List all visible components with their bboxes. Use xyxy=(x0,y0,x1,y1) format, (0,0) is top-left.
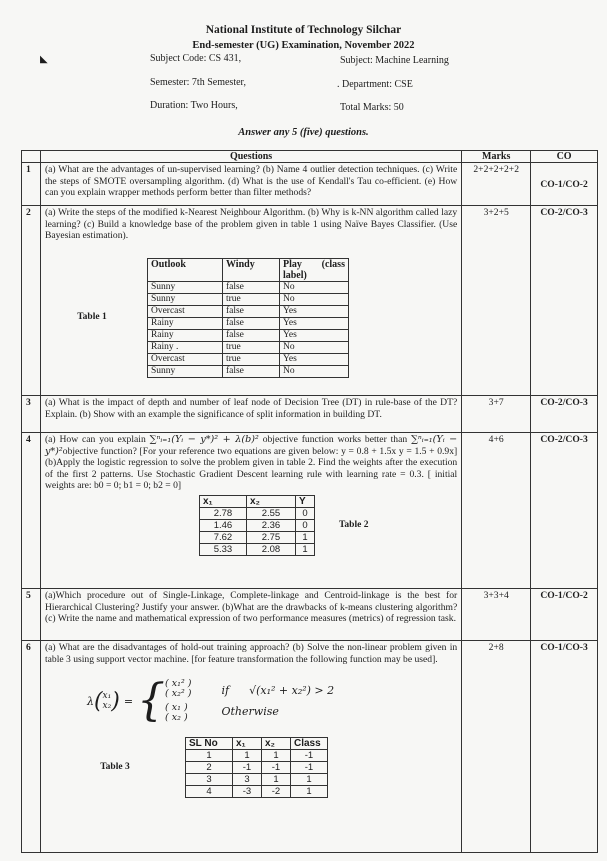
cell: Sunny xyxy=(147,365,222,377)
marks: 3+7 xyxy=(462,396,531,433)
cell: Overcast xyxy=(147,305,222,317)
table-row xyxy=(199,520,314,532)
co: CO-1/CO-3 xyxy=(531,641,598,853)
cell: Overcast xyxy=(147,353,222,365)
cell: -1 xyxy=(290,750,327,762)
cell: No xyxy=(279,281,348,293)
column-header: x₁ xyxy=(199,496,246,508)
arrow-mark-icon: ◣ xyxy=(40,54,48,65)
cell: 2.55 xyxy=(246,508,295,520)
column-header: Outlook xyxy=(147,258,222,281)
co: CO-2/CO-3 xyxy=(531,433,598,589)
cell: 4 xyxy=(185,786,232,798)
column-header: x₁ xyxy=(232,738,261,750)
cell: No xyxy=(279,365,348,377)
cell: 1 xyxy=(261,750,290,762)
column-header: x₂ xyxy=(261,738,290,750)
question-row: 2 (a) Write the steps of the modified k-Nearest Neighbour Algorithm. (b) Why is k-NN algorithm called lazy learning? (c) Build a knowledge base of the problem given in table 1 using Naïve Bayes Classifier. (Use Bayesian estimation). Table 1 Outlook Windy Play (class label) Sunny false No Sunny true No Overcast false Yes Rainy false Yes Rainy false Yes Rainy . true No Overcast true Yes Sunny false No 3+2+5 CO-2/CO-3 xyxy=(22,206,598,396)
column-header: Class xyxy=(290,738,327,750)
cell: false xyxy=(222,281,279,293)
cell: Sunny xyxy=(147,281,222,293)
table-row xyxy=(147,341,348,353)
column-header: Windy xyxy=(222,258,279,281)
cell: 7.62 xyxy=(199,532,246,544)
cell: Yes xyxy=(279,353,348,365)
column-header: x₂ xyxy=(246,496,295,508)
table-row xyxy=(199,544,314,556)
table-row xyxy=(185,786,327,798)
table-1 xyxy=(147,258,349,378)
column-header: Play (class label) xyxy=(279,258,348,281)
cell: true xyxy=(222,353,279,365)
question-row: 3 (a) What is the impact of depth and number of leaf node of Decision Tree (DT) in rule-base of the DT? Explain. (b) Show with an example the significance of split information in building DT. 3+7 CO-2/CO-3 xyxy=(22,396,598,433)
table-2 xyxy=(199,495,315,556)
question-text: (a)Which procedure out of Single-Linkage, Complete-linkage and Centroid-linkage is the best for Hierarchical Clustering? Justify your answer. (b)What are the drawbacks of k-means clustering algorithm? (c) Write the name and mathematical expression of two performance measures (metrics) of regression task. xyxy=(40,589,461,641)
questions-header: Questions xyxy=(40,151,461,163)
otherwise-label: Otherwise xyxy=(221,705,279,719)
transformation-function: λ ( x₁ x₂ ) = { ( x₁² ) ( x₂² ) ( x₁ ) ( x₂ ) if √(x₁² + x₂²) > 2 Otherwise xyxy=(86,675,335,727)
table-row xyxy=(147,353,348,365)
formula-plain: ∑ⁿᵢ₌₁(Yᵢ − y*)² xyxy=(44,434,458,457)
question-row: 1 (a) What are the advantages of un-supervised learning? (b) Name 4 outlier detection techniques. (c) Write the steps of SMOTE oversampling algorithm. (d) What is the use of Kendall's Tau co-efficient. (e) How can you explain wrapper methods perform better than filter methods? 2+2+2+2+2 CO-1/CO-2 xyxy=(22,163,598,206)
cell: Rainy xyxy=(147,329,222,341)
question-text: (a) What are the advantages of un-supervised learning? (b) Name 4 outlier detection techniques. (c) Write the steps of SMOTE oversampling algorithm. (d) What is the use of Kendall's Tau co-efficient. (e) How can you explain wrapper methods perform better than filter methods? xyxy=(40,163,461,206)
cell: 1.46 xyxy=(199,520,246,532)
cell: 0 xyxy=(295,508,314,520)
formula-regularized: ∑ⁿᵢ₌₁(Yᵢ − y*)² + λ(b)² xyxy=(149,434,259,446)
institute-name: National Institute of Technology Silchar xyxy=(205,24,402,36)
cell: 3 xyxy=(185,774,232,786)
marks: 2+8 xyxy=(462,641,531,853)
cell: No xyxy=(279,293,348,305)
co-header: CO xyxy=(531,151,598,163)
cell: -1 xyxy=(261,762,290,774)
department: . Department: CSE xyxy=(337,79,413,90)
table-row xyxy=(199,508,314,520)
duration: Duration: Two Hours, xyxy=(150,100,238,111)
cell: 5.33 xyxy=(199,544,246,556)
table-row xyxy=(147,317,348,329)
cell: 1 xyxy=(295,532,314,544)
marks: 3+2+5 xyxy=(462,206,531,396)
co: CO-1/CO-2 xyxy=(531,589,598,641)
table-row xyxy=(185,774,327,786)
semester: Semester: 7th Semester, xyxy=(150,77,246,88)
column-header: SL No xyxy=(185,738,232,750)
table-row xyxy=(147,329,348,341)
cell: 2.36 xyxy=(246,520,295,532)
cell: 1 xyxy=(295,544,314,556)
cell: 2 xyxy=(185,762,232,774)
cell: false xyxy=(222,305,279,317)
cell: -2 xyxy=(261,786,290,798)
table-row xyxy=(147,365,348,377)
cell: Rainy xyxy=(147,317,222,329)
subject: Subject: Machine Learning xyxy=(340,55,449,66)
cell: -1 xyxy=(232,762,261,774)
marks-header: Marks xyxy=(462,151,531,163)
cell: true xyxy=(222,341,279,353)
cell: true xyxy=(222,293,279,305)
cell: 1 xyxy=(185,750,232,762)
co: CO-2/CO-3 xyxy=(531,396,598,433)
table-row xyxy=(147,293,348,305)
cell: 1 xyxy=(290,774,327,786)
table2-label: Table 2 xyxy=(338,520,369,531)
marks: 4+6 xyxy=(462,433,531,589)
questions-table xyxy=(21,150,598,853)
cell: 2.78 xyxy=(199,508,246,520)
total-marks: Total Marks: 50 xyxy=(340,102,404,113)
table-row xyxy=(147,305,348,317)
cell: Yes xyxy=(279,305,348,317)
cell: 0 xyxy=(295,520,314,532)
table1-label: Table 1 xyxy=(77,311,107,322)
table-row xyxy=(147,281,348,293)
question-row: 5 (a)Which procedure out of Single-Linkage, Complete-linkage and Centroid-linkage is the best for Hierarchical Clustering? Justify your answer. (b)What are the drawbacks of k-means clustering algorithm? (c) Write the name and mathematical expression of two performance measures (metrics) of regression task. 3+3+4 CO-1/CO-2 xyxy=(22,589,598,641)
instruction: Answer any 5 (five) questions. xyxy=(238,127,369,138)
exam-title: End-semester (UG) Examination, November 2022 xyxy=(192,40,415,51)
table-row xyxy=(185,750,327,762)
cell: Rainy . xyxy=(147,341,222,353)
condition: √(x₁² + x₂²) > 2 xyxy=(249,683,335,697)
question-text: (a) What are the disadvantages of hold-out training approach? (b) Solve the non-linear problem given in table 3 using support vector machine. [for feature transformation the following function may be used]. xyxy=(44,642,458,665)
table-row xyxy=(199,532,314,544)
table-row xyxy=(185,762,327,774)
cell: -3 xyxy=(232,786,261,798)
if-label: if xyxy=(221,683,230,697)
cell: false xyxy=(222,317,279,329)
co: CO-1/CO-2 xyxy=(531,163,598,206)
column-header: Y xyxy=(295,496,314,508)
subject-code: Subject Code: CS 431, xyxy=(150,53,242,64)
table-3 xyxy=(185,737,328,798)
cell: 1 xyxy=(232,750,261,762)
question-text: (a) Write the steps of the modified k-Nearest Neighbour Algorithm. (b) Why is k-NN algorithm called lazy learning? (c) Build a knowledge base of the problem given in table 1 using Naïve Bayes Classifier. (Use Bayesian estimation). xyxy=(44,207,458,242)
question-row: 6 (a) What are the disadvantages of hold-out training approach? (b) Solve the non-linear problem given in table 3 using support vector machine. [for feature transformation the following function may be used]. λ ( x₁ x₂ ) = { ( x₁² ) ( x₂² ) ( x₁ ) ( x₂ ) if √(x₁² + x₂²) > 2 Otherwise Table 3 SL No x₁ x₂ Class 1 1 1 -1 2 -1 -1 -1 3 3 1 1 4 -3 -2 1 2+8 CO-1/CO-3 xyxy=(22,641,598,853)
cell: 1 xyxy=(261,774,290,786)
cell: -1 xyxy=(290,762,327,774)
question-text: (a) How can you explain ∑ⁿᵢ₌₁(Yᵢ − y*)² + λ(b)² objective function works better than ∑ⁿᵢ₌₁(Yᵢ − y*)²objective function? [For your reference two equations are given below: y = 0.8 + 1.5x y = 1.5 + 0.9x] (b)Apply the logistic regression to solve the problem given in table 2. Find the weights after the execution of the first 2 patterns. Use Stochastic Gradient Descent learning rule with learning rate = 0.3. [ initial weights are: b0 = 0; b1 = 0; b2 = 0] xyxy=(44,434,458,492)
cell: false xyxy=(222,365,279,377)
cell: false xyxy=(222,329,279,341)
marks: 3+3+4 xyxy=(462,589,531,641)
cell: Yes xyxy=(279,317,348,329)
table3-label: Table 3 xyxy=(100,762,130,773)
co: CO-2/CO-3 xyxy=(531,206,598,396)
question-row: 4 (a) How can you explain ∑ⁿᵢ₌₁(Yᵢ − y*)² + λ(b)² objective function works better than ∑ⁿᵢ₌₁(Yᵢ − y*)²objective function? [For your reference two equations are given below: y = 0.8 + 1.5x y = 1.5 + 0.9x] (b)Apply the logistic regression to solve the problem given in table 2. Find the weights after the execution of the first 2 patterns. Use Stochastic Gradient Descent learning rule with learning rate = 0.3. [ initial weights are: b0 = 0; b1 = 0; b2 = 0] x₁ x₂ Y 2.78 2.55 0 1.46 2.36 0 7.62 2.75 1 5.33 2.08 1 Table 2 4+6 CO-2/CO-3 xyxy=(22,433,598,589)
cell: 3 xyxy=(232,774,261,786)
question-text: (a) What is the impact of depth and number of leaf node of Decision Tree (DT) in rule-base of the DT? Explain. (b) Show with an example the significance of split information in building DT. xyxy=(40,396,461,433)
cell: Yes xyxy=(279,329,348,341)
cell: No xyxy=(279,341,348,353)
cell: 1 xyxy=(290,786,327,798)
marks: 2+2+2+2+2 xyxy=(462,163,531,206)
cell: 2.08 xyxy=(246,544,295,556)
cell: 2.75 xyxy=(246,532,295,544)
cell: Sunny xyxy=(147,293,222,305)
